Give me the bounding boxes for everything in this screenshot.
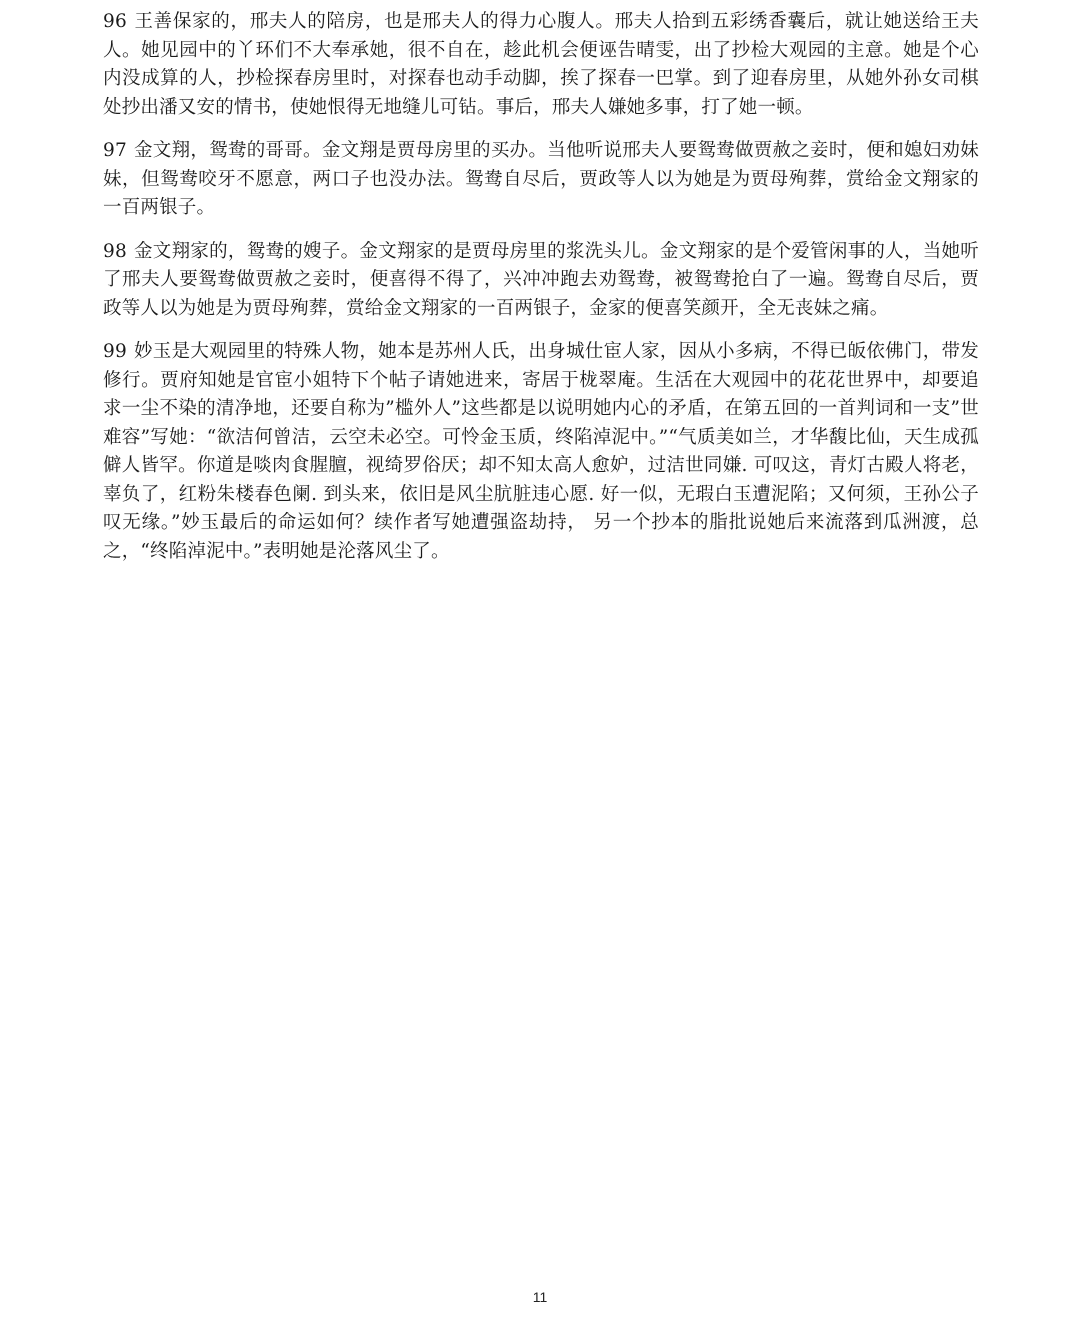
entry-text: 妙玉是大观园里的特殊人物，她本是苏州人氏，出身城仕宦人家，因从小多病，不得已皈依佛门，带发修行。贾府知她是官宦小姐特下个帖子请她进来，寄居于栊翠庵。生活在大观园中的花花世界中，却要追求一尘不染的清净地，还要自称为”槛外人”这些都是以说明她内心的矛盾，在第五回的一首判词和一支”世难容”写她：“欲洁何曾洁，云空未必空。可怜金玉质，终陷淖泥中。”“气质美如兰，才华馥比仙，天生成孤僻人皆罕。你道是啖肉食腥膻，视绮罗俗厌；却不知太高人愈妒，过洁世同嫌. 可叹这，青灯古殿人将老，辜负了，红粉朱楼春色阑. 到头来，依旧是风尘肮脏违心愿. 好一似，无瑕白玉遭泥陷；又何须，王孙公子叹无缘。”妙玉最后的命运如何？续作者写她遭强盗劫持， 另一个抄本的脂批说她后来流落到瓜洲渡，总之，“终陷淖泥中。”表明她是沦落风尘了。	[103, 341, 979, 562]
page-number: 11	[532, 1289, 548, 1305]
entry-number: 97	[103, 140, 127, 161]
entry-text: 金文翔，鸳鸯的哥哥。金文翔是贾母房里的买办。当他听说邢夫人要鸳鸯做贾赦之妾时，便和媳妇劝妹妹，但鸳鸯咬牙不愿意，两口子也没办法。鸳鸯自尽后，贾政等人以为她是为贾母殉葬，赏给金文翔家的一百两银子。	[103, 140, 979, 218]
entry-99	[103, 338, 979, 566]
document-body	[103, 8, 979, 581]
entry-text: 金文翔家的，鸳鸯的嫂子。金文翔家的是贾母房里的浆洗头儿。金文翔家的是个爱管闲事的人，当她听了邢夫人要鸳鸯做贾赦之妾时，便喜得不得了，兴冲冲跑去劝鸳鸯，被鸳鸯抢白了一遍。鸳鸯自尽后，贾政等人以为她是为贾母殉葬，赏给金文翔家的一百两银子，金家的便喜笑颜开，全无丧妹之痛。	[103, 240, 979, 319]
entry-number: 98	[103, 240, 127, 262]
entry-number: 96	[103, 11, 127, 32]
entry-number: 99	[103, 341, 127, 362]
entry-text: 王善保家的，邢夫人的陪房，也是邢夫人的得力心腹人。邢夫人拾到五彩绣香囊后，就让她送给王夫人。她见园中的丫环们不大奉承她，很不自在，趁此机会便诬告晴雯，出了抄检大观园的主意。她是个心内没成算的人，抄检探春房里时，对探春也动手动脚，挨了探春一巴掌。到了迎春房里，从她外孙女司棋处抄出潘又安的情书，使她恨得无地缝儿可钻。事后，邢夫人嫌她多事，打了她一顿。	[103, 11, 979, 118]
entry-96	[103, 8, 979, 122]
entry-97	[103, 137, 979, 223]
entry-98	[103, 238, 979, 324]
